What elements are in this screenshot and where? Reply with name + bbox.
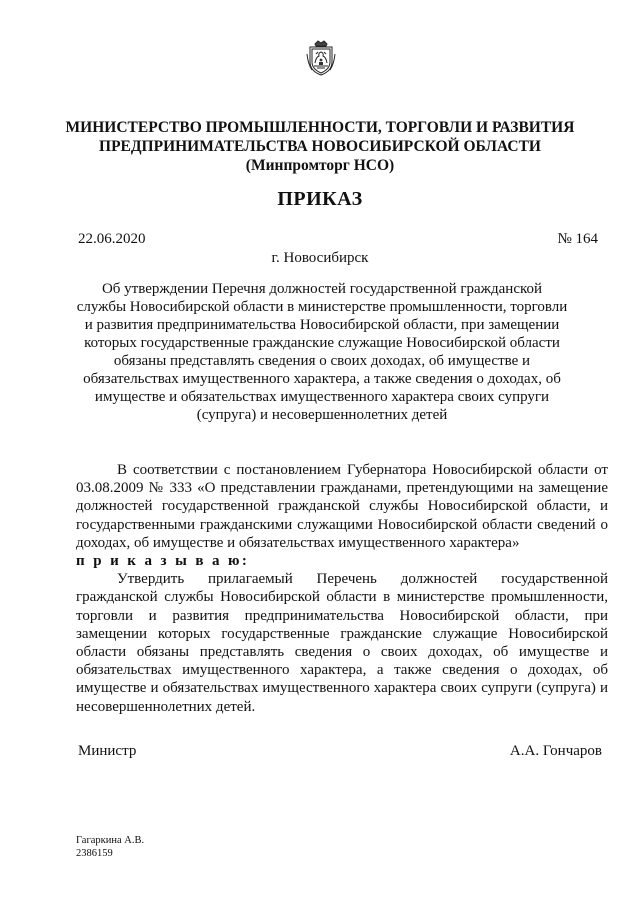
document-number: № 164 bbox=[557, 231, 598, 247]
executor-phone: 2386159 bbox=[76, 848, 113, 859]
executor-footer bbox=[76, 834, 144, 860]
document-body bbox=[76, 461, 608, 716]
order-word: п р и к а з ы в а ю: bbox=[76, 553, 250, 570]
signatory-title: Министр bbox=[78, 743, 137, 759]
paragraph-1-text: В соответствии с постановлением Губернатора Новосибирской области от 03.08.2009 № 333 «О представлении гражданами, претендующими на замещение должностей государственной гражданской службы Новосибирской области, и государственными гражданскими служащими Новосибирской области сведений о доходах, об имуществе и обязательствах имущественного характера» bbox=[76, 462, 608, 551]
ministry-line-1: МИНИСТЕРСТВО ПРОМЫШЛЕННОСТИ, ТОРГОВЛИ И РАЗВИТИЯ bbox=[65, 119, 575, 136]
ministry-short-name: (Минпромторг НСО) bbox=[245, 157, 395, 174]
body-paragraph-1 bbox=[76, 461, 608, 552]
document-subject: Об утверждении Перечня должностей государственной гражданской службы Новосибирской области в министерстве промышленности, торговли и развития предпринимательства Новосибирской области, при замещении которых государственные гражданские служащие Новосибирской области обязаны представлять сведения о своих доходах, об имуществе и обязательствах имущественного характера, а также сведения о доходах, об имуществе и обязательствах имущественного характера своих супруги (супруга) и несовершеннолетних детей bbox=[76, 281, 568, 423]
document-type-title: ПРИКАЗ bbox=[277, 188, 363, 210]
coat-of-arms-icon bbox=[306, 40, 336, 76]
document-date: 22.06.2020 bbox=[78, 231, 146, 247]
document-city: г. Новосибирск bbox=[271, 250, 369, 266]
ministry-line-2: ПРЕДПРИНИМАТЕЛЬСТВА НОВОСИБИРСКОЙ ОБЛАСТИ bbox=[99, 138, 541, 155]
ministry-header bbox=[40, 118, 600, 175]
signatory-name: А.А. Гончаров bbox=[509, 743, 602, 759]
paragraph-2-text: Утвердить прилагаемый Перечень должностей государственной гражданской службы Новосибирской области в министерстве промышленности, торговли и развития предпринимательства Новосибирской области, при замещении которых государственные гражданские служащие Новосибирской области обязаны представлять сведения о своих доходах, об имуществе и обязательствах имущественного характера, а также сведения о доходах, об имуществе и обязательствах имущественного характера своих супруги (супруга) и несовершеннолетних детей. bbox=[76, 571, 608, 715]
body-paragraph-2 bbox=[76, 570, 608, 716]
executor-name: Гагаркина А.В. bbox=[76, 835, 145, 846]
